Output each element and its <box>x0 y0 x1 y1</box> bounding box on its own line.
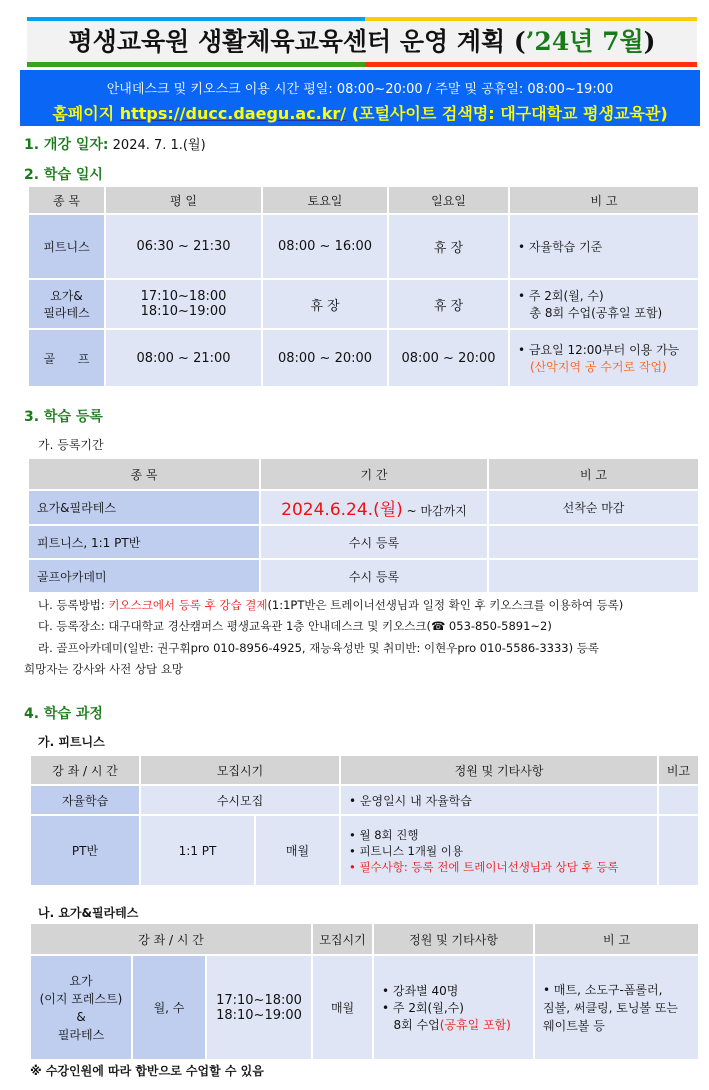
cell: • 자율학습 기준 <box>509 214 699 279</box>
page-title <box>27 21 697 62</box>
cell: 휴 장 <box>388 214 509 279</box>
header-cell: 정원 및 기타사항 <box>373 923 534 955</box>
header-cell: 종 목 <box>28 458 260 490</box>
registration-table <box>27 457 700 594</box>
schedule-table <box>27 185 700 388</box>
cell: 요가& 필라테스 <box>28 279 105 329</box>
cell <box>373 955 534 1060</box>
method-rest: (1:1PT반은 트레이너선생님과 일정 확인 후 키오스크를 이용하여 등록) <box>267 598 624 612</box>
header-cell: 정원 및 기타사항 <box>340 755 658 785</box>
cell: 06:30 ~ 21:30 <box>105 214 262 279</box>
section-1-heading <box>24 134 206 154</box>
cell: 수시 등록 <box>260 525 488 559</box>
subsection-heading: 가. 피트니스 <box>38 735 105 749</box>
header-cell: 강 좌 / 시 간 <box>30 755 140 785</box>
fitness-table <box>29 754 700 887</box>
golf-line: 라. 골프아카데미(일반: 권구휘pro 010-8956-4925, 재능육성반 및 취미반: 이현우pro 010-5586-3333) 등록 <box>38 641 599 655</box>
cell: 17:10~18:00 18:10~19:00 <box>105 279 262 329</box>
cell: 피트니스, 1:1 PT반 <box>28 525 260 559</box>
note-orange: (산악지역 공 수거로 작업) <box>530 360 667 374</box>
cell: 08:00 ~ 21:00 <box>105 329 262 387</box>
section-1-title: 1. 개강 일자: <box>24 137 109 153</box>
place-line: 다. 등록장소: 대구대학교 경산캠퍼스 평생교육관 1층 안내데스크 및 키오스크(☎ 053-850-5891~2) <box>38 619 552 633</box>
cell: 월, 수 <box>132 955 206 1060</box>
table-row <box>28 279 699 329</box>
cell: 골 프 <box>28 329 105 387</box>
section-2-heading: 2. 학습 일시 <box>24 167 103 183</box>
cell: 휴 장 <box>262 279 388 329</box>
cell: 골프아카데미 <box>28 559 260 593</box>
cell: 피트니스 <box>28 214 105 279</box>
table-row <box>28 490 699 525</box>
cell: • 매트, 소도구-폼롤러, 짐볼, 써클링, 토닝볼 또는 웨이트볼 등 <box>534 955 699 1060</box>
table-row <box>28 525 699 559</box>
header-cell: 비 고 <box>488 458 699 490</box>
header-cell: 일요일 <box>388 186 509 214</box>
header-cell: 평 일 <box>105 186 262 214</box>
note-text: • 금요일 12:00부터 이용 가능 <box>518 343 680 357</box>
footnote: ※ 수강인원에 따라 합반으로 수업할 수 있음 <box>30 1064 264 1078</box>
title-date: ’24년 7월 <box>525 27 644 56</box>
section-3-heading: 3. 학습 등록 <box>24 409 103 425</box>
table-row <box>28 329 699 387</box>
details-red: (공휴일 포함) <box>439 1018 511 1032</box>
cell: 08:00 ~ 20:00 <box>262 329 388 387</box>
cell: • 주 2회(월, 수) 총 8회 수업(공휴일 포함) <box>509 279 699 329</box>
cell: 08:00 ~ 20:00 <box>388 329 509 387</box>
method-red: 키오스크에서 등록 후 강습 결제 <box>108 598 268 612</box>
table-row <box>28 559 699 593</box>
cell <box>260 490 488 525</box>
cell <box>340 815 658 886</box>
header-cell: 모집시기 <box>312 923 373 955</box>
cell <box>488 525 699 559</box>
homepage-note: (포털사이트 검색명: 대구대학교 평생교육관) <box>346 104 668 123</box>
header-cell: 비 고 <box>509 186 699 214</box>
header-cell: 강 좌 / 시 간 <box>30 923 312 955</box>
bottom-bar-green <box>27 62 365 67</box>
homepage-link[interactable]: https://ducc.daegu.ac.kr/ <box>119 104 347 123</box>
cell: • 운영일시 내 자율학습 <box>340 785 658 815</box>
cell: 선착순 마감 <box>488 490 699 525</box>
yoga-table <box>29 922 700 1061</box>
bottom-bar-red <box>365 62 697 67</box>
table-row <box>30 955 699 1060</box>
details-text: • 강좌별 40명 • 주 2회(월,수) 8회 수업 <box>382 984 464 1032</box>
subsection-heading: 가. 등록기간 <box>38 438 104 452</box>
cell <box>509 329 699 387</box>
subsection-heading: 나. 요가&필라테스 <box>38 906 139 920</box>
details-red: • 필수사항: 등록 전에 트레이너선생님과 상담 후 등록 <box>349 859 619 874</box>
cell: 1:1 PT <box>140 815 255 886</box>
cell <box>658 815 699 886</box>
cell: 매월 <box>312 955 373 1060</box>
header-cell: 모집시기 <box>140 755 340 785</box>
table-row <box>28 214 699 279</box>
cell: 수시모집 <box>140 785 340 815</box>
header-cell: 토요일 <box>262 186 388 214</box>
start-date: 2024. 7. 1.(월) <box>108 138 206 153</box>
header-cell: 비고 <box>658 755 699 785</box>
cell <box>658 785 699 815</box>
header-cell: 종 목 <box>28 186 105 214</box>
cell: 수시 등록 <box>260 559 488 593</box>
cell: 매월 <box>255 815 340 886</box>
cell: 요가 (이지 포레스트) & 필라테스 <box>30 955 132 1060</box>
details-text: • 월 8회 진행 • 피트니스 1개월 이용 <box>349 827 463 858</box>
title-close: ) <box>643 27 656 56</box>
deadline-date: 2024.6.24.(월) <box>281 500 403 520</box>
cell: 08:00 ~ 16:00 <box>262 214 388 279</box>
title-text: 평생교육원 생활체육교육센터 운영 계획 ( <box>68 27 526 56</box>
cell: PT반 <box>30 815 140 886</box>
cell <box>488 559 699 593</box>
info-banner <box>20 70 700 126</box>
header-cell: 비 고 <box>534 923 699 955</box>
homepage-label: 홈페이지 <box>52 104 120 123</box>
header-cell: 기 간 <box>260 458 488 490</box>
hours-text: 안내데스크 및 키오스크 이용 시간 평일: 08:00~20:00 / 주말 및 공휴일: 08:00~19:00 <box>106 82 614 97</box>
method-line <box>38 597 623 613</box>
cell: 휴 장 <box>388 279 509 329</box>
deadline-suffix: ~ 마감까지 <box>402 504 467 518</box>
golf-line-2: 희망자는 강사와 사전 상담 요망 <box>24 662 184 676</box>
cell: 17:10~18:00 18:10~19:00 <box>206 955 312 1060</box>
section-4-heading: 4. 학습 과정 <box>24 706 103 722</box>
table-row <box>30 785 699 815</box>
method-label: 나. 등록방법: <box>38 598 109 612</box>
cell: 자율학습 <box>30 785 140 815</box>
cell: 요가&필라테스 <box>28 490 260 525</box>
table-row <box>30 815 699 886</box>
